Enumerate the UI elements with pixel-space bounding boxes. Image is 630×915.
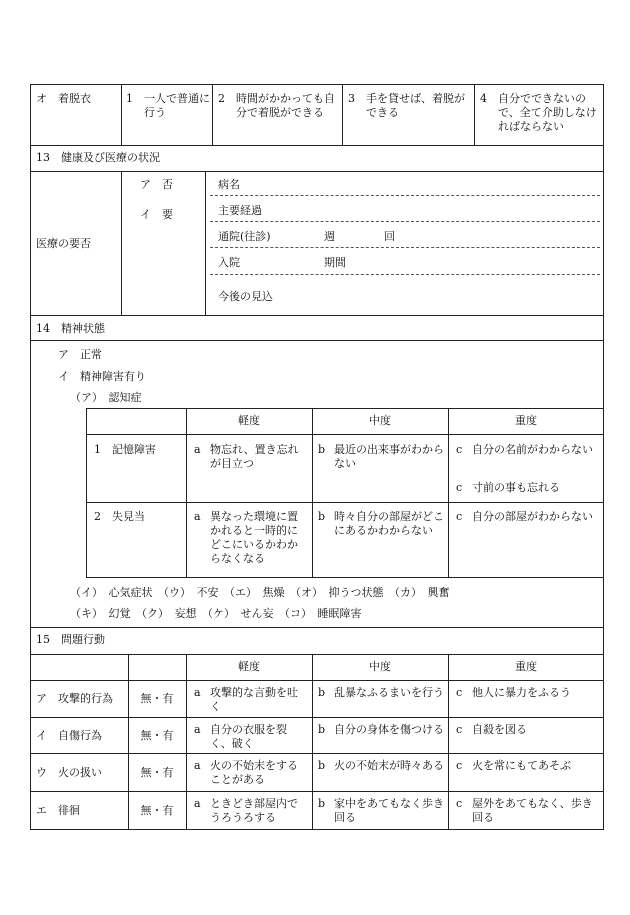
mark-b: b xyxy=(318,723,326,736)
dressing-option-2-num: 2 xyxy=(218,92,225,105)
future-outlook-label: 今後の見込 xyxy=(218,290,273,303)
dementia-header-mild: 軽度 xyxy=(238,414,260,427)
mark-a: a xyxy=(194,686,201,699)
mark-c: c xyxy=(456,686,463,699)
dressing-option-1-text: 一人で普通に行う xyxy=(144,92,210,119)
hospitalization-label: 入院 xyxy=(218,256,240,269)
medical-choice-yes: イ 要 xyxy=(140,208,173,221)
dressing-option-1-num: 1 xyxy=(126,92,133,105)
row-dressing-label: オ 着脱衣 xyxy=(36,92,91,105)
outpatient-times-label: 回 xyxy=(384,230,395,243)
mark-c: c xyxy=(456,759,463,772)
presence-toggle[interactable]: 無・有 xyxy=(140,729,174,742)
memory-severe-text-2: 寸前の事も忘れる xyxy=(472,481,560,494)
disorientation-moderate-text: 時々自分の部屋がどこにあるかわからない xyxy=(334,510,444,537)
disorientation-severe-text: 自分の部屋がわからない xyxy=(472,510,593,523)
mental-normal: ア 正常 xyxy=(58,348,102,361)
dressing-option-4-text: 自分でできないので、全て介助しなければならない xyxy=(498,92,597,133)
main-course-label: 主要経過 xyxy=(218,204,262,217)
disorientation-label: 2 失見当 xyxy=(94,510,145,523)
mark-b: b xyxy=(318,443,326,456)
outpatient-week-label: 週 xyxy=(324,230,335,243)
behavior-mild-text: 火の不始末をすることがある xyxy=(210,759,298,786)
symptoms-line-1: （イ） 心気症状 （ウ） 不安 （エ） 焦燥 （オ） 抑うつ状態 （カ） 興奮 xyxy=(70,586,450,599)
mark-c: c xyxy=(456,797,463,810)
outpatient-label: 通院(往診) xyxy=(218,230,271,243)
mark-b: b xyxy=(318,797,326,810)
behavior-mild-text: 自分の衣服を裂く、破く xyxy=(210,723,287,750)
behavior-row-label: イ 自傷行為 xyxy=(36,729,102,742)
mark-b: b xyxy=(318,510,326,523)
memory-disorder-label: 1 記憶障害 xyxy=(94,443,156,456)
mark-c: c xyxy=(456,510,463,523)
memory-severe-text: 自分の名前がわからない xyxy=(472,443,593,456)
dementia-header-moderate: 中度 xyxy=(369,414,391,427)
mark-a: a xyxy=(194,443,201,456)
presence-toggle[interactable]: 無・有 xyxy=(140,804,174,817)
disease-name-label: 病名 xyxy=(218,178,240,191)
dementia-header-severe: 重度 xyxy=(515,414,537,427)
behavior-header-moderate: 中度 xyxy=(369,660,391,673)
medical-need-label: 医療の要否 xyxy=(36,237,91,250)
mental-disorder: イ 精神障害有り xyxy=(58,370,146,383)
disorientation-mild-text: 異なった環境に置かれると一時的にどこにいるかわからなくなる xyxy=(210,510,298,565)
behavior-severe-text: 屋外をあてもなく、歩き回る xyxy=(472,797,593,824)
dressing-option-3-num: 3 xyxy=(348,92,355,105)
behavior-header-mild: 軽度 xyxy=(238,660,260,673)
presence-toggle[interactable]: 無・有 xyxy=(140,766,174,779)
behavior-row-label: エ 徘徊 xyxy=(36,804,80,817)
behavior-row-label: ウ 火の扱い xyxy=(36,766,102,779)
behavior-moderate-text: 家中をあてもなく歩き回る xyxy=(334,797,444,824)
behavior-severe-text: 他人に暴力をふるう xyxy=(472,686,571,699)
behavior-header-severe: 重度 xyxy=(515,660,537,673)
mark-b: b xyxy=(318,686,326,699)
section-14-title: 14 精神状態 xyxy=(36,322,105,335)
behavior-row-label: ア 攻撃的行為 xyxy=(36,692,113,705)
memory-mild-text: 物忘れ、置き忘れが目立つ xyxy=(210,443,299,470)
mark-a: a xyxy=(194,510,201,523)
behavior-moderate-text: 火の不始末が時々ある xyxy=(334,759,444,772)
mark-a: a xyxy=(194,759,201,772)
mark-c: c xyxy=(456,443,463,456)
mark-b: b xyxy=(318,759,326,772)
behavior-mild-text: ときどき部屋内でうろうろする xyxy=(210,797,298,824)
medical-choice-no: ア 否 xyxy=(140,178,173,191)
behavior-severe-text: 自殺を図る xyxy=(472,723,527,736)
presence-toggle[interactable]: 無・有 xyxy=(140,692,174,705)
behavior-moderate-text: 乱暴なふるまいを行う xyxy=(334,686,444,699)
behavior-mild-text: 攻撃的な言動を吐く xyxy=(210,686,298,713)
mark-a: a xyxy=(194,723,201,736)
mark-a: a xyxy=(194,797,201,810)
section-13-title: 13 健康及び医療の状況 xyxy=(36,151,160,164)
behavior-moderate-text: 自分の身体を傷つける xyxy=(334,723,444,736)
symptoms-line-2: （キ） 幻覚 （ク） 妄想 （ケ） せん妄 （コ） 睡眠障害 xyxy=(70,607,362,620)
mark-c: c xyxy=(456,481,463,494)
dressing-option-3-text: 手を貸せば、着脱ができる xyxy=(366,92,465,119)
behavior-severe-text: 火を常にもてあそぶ xyxy=(472,759,571,772)
dressing-option-4-num: 4 xyxy=(480,92,487,105)
mark-c: c xyxy=(456,723,463,736)
memory-moderate-text: 最近の出来事がわからない xyxy=(334,443,444,470)
dementia-label: （ア） 認知症 xyxy=(70,391,142,404)
hospitalization-period-label: 期間 xyxy=(324,256,346,269)
dressing-option-2-text: 時間がかかっても自分で着脱ができる xyxy=(236,92,335,119)
section-15-title: 15 問題行動 xyxy=(36,633,105,646)
